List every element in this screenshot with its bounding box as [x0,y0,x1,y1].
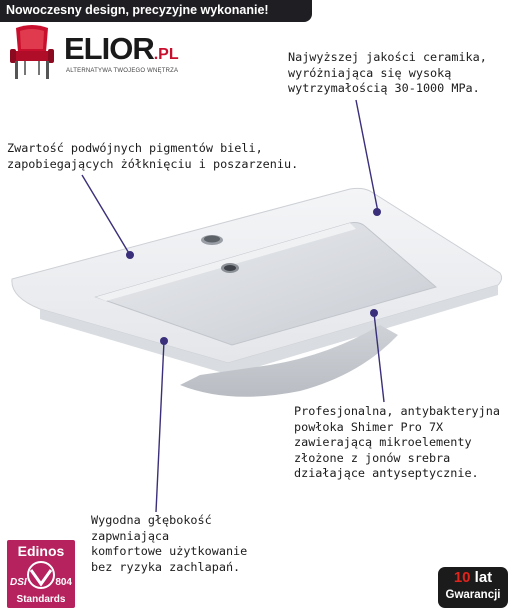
note-line: Najwyższej jakości ceramika, [288,50,487,64]
note-line: Profesjonalna, antybakteryjna [294,404,500,418]
white-pigment-note [7,141,298,172]
red-chair-icon [6,24,58,80]
note-line: komfortowe użytkowanie [91,544,248,558]
promo-banner [0,0,312,22]
note-line: powłoka Shimer Pro 7X [294,419,444,434]
note-line: wytrzymałością 30-1000 MPa. [288,81,480,95]
brand-tagline: ALTERNATYWA TWOJEGO WNĘTRZA [66,68,179,74]
brand-domain: .PL [153,46,179,63]
brand-name: ELIOR.PL [64,31,179,66]
note-line: zapobiegających żółknięciu i poszarzeniu. [7,156,299,171]
elior-logo[interactable] [6,24,179,82]
note-line: Zwartość podwójnych pigmentów bieli, [7,141,263,155]
note-line: złożone z jonów srebra [294,450,451,465]
warranty-years: 10 lat [453,569,493,586]
edinos-standards-badge [7,540,75,608]
note-line: zapwniająca [91,528,170,543]
antibacterial-coating-note [294,404,500,482]
edinos-dsi: DSI [10,577,27,588]
note-line: wyróżniająca się wysoką [288,65,452,80]
edinos-footer: Standards [16,594,66,605]
note-line: bez ryzyka zachlapań. [91,559,241,574]
warranty-badge [438,567,508,608]
note-line: zawierającą mikroelementy [294,435,472,449]
ceramic-quality-note [288,50,487,97]
warranty-label: Gwarancji [445,589,501,601]
note-line: działające antyseptycznie. [294,466,479,480]
washbasin-image [0,185,515,410]
promo-banner-text: Nowoczesny design, precyzyjne wykonanie! [6,3,269,17]
note-line: Wygodna głębokość [91,513,212,527]
basin-depth-note [91,513,247,575]
edinos-number: 804 [55,577,72,588]
edinos-title: Edinos [17,543,65,559]
